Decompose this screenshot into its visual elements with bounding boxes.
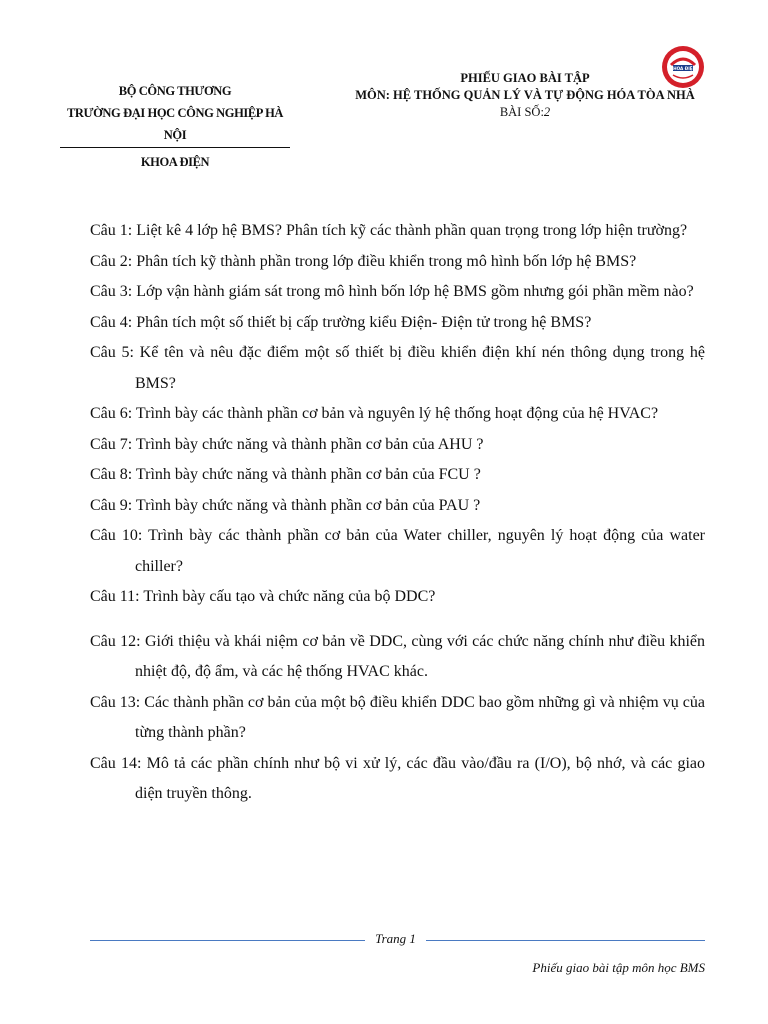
question-item: Câu 11: Trình bày cấu tạo và chức năng của bộ DDC? [90,588,436,605]
subject-title: MÔN: HỆ THỐNG QUẢN LÝ VÀ TỰ ĐỘNG HÓA TÒA NHÀ [355,88,695,102]
faculty-name: KHOA ĐIỆN [140,155,210,169]
document-title: PHIẾU GIAO BÀI TẬP [460,71,590,85]
question-item: Câu 5: Kể tên và nêu đặc điểm một số thiết bị điều khiển điện khí nén thông dụng trong hệ BMS? [90,344,705,392]
question-item: Câu 1: Liệt kê 4 lớp hệ BMS? Phân tích kỹ các thành phần quan trọng trong lớp hiện trường? [90,222,688,239]
exercise-number-line [345,104,705,121]
exercise-label: BÀI SỐ: [499,105,544,119]
question-item: Câu 8: Trình bày chức năng và thành phần cơ bản của FCU ? [90,466,481,483]
question-list [90,216,705,810]
question-item: Câu 13: Các thành phần cơ bản của một bộ điều khiển DDC bao gồm những gì và nhiệm vụ của từng thành phần? [90,693,705,741]
question-item: Câu 10: Trình bày các thành phần cơ bản của Water chiller, nguyên lý hoạt động của water chiller? [90,527,705,575]
question-item: Câu 2: Phân tích kỹ thành phần trong lớp điều khiển trong mô hình bốn lớp hệ BMS? [90,252,637,270]
question-item: Câu 3: Lớp vận hành giám sát trong mô hình bốn lớp hệ BMS gồm nhưng gói phần mềm nào? [90,283,694,300]
page-number: Trang 1 [375,931,416,946]
university-name: TRƯỜNG ĐẠI HỌC CÔNG NGHIỆP HÀ NỘI [60,102,290,148]
question-item: Câu 4: Phân tích một số thiết bị cấp trường kiểu Điện- Điện tử trong hệ BMS? [90,313,592,331]
question-item: Câu 9: Trình bày chức năng và thành phần cơ bản của PAU ? [90,496,481,514]
question-item: Câu 7: Trình bày chức năng và thành phần cơ bản của AHU ? [90,435,484,453]
exercise-number: 2 [543,105,551,119]
faculty-logo [661,45,705,89]
question-item: Câu 12: Giới thiệu và khái niệm cơ bản về DDC, cùng với các chức năng chính như điều khiển nhiệt độ, độ ẩm, và các hệ thống HVAC khác. [90,632,705,680]
footer-divider-left [90,940,365,941]
ministry-name: BỘ CÔNG THƯƠNG [118,84,232,98]
question-item: Câu 6: Trình bày các thành phần cơ bản và nguyên lý hệ thống hoạt động của hệ HVAC? [90,405,659,422]
document-header [345,70,705,121]
question-item: Câu 14: Mô tả các phần chính như bộ vi xử lý, các đầu vào/đầu ra (I/O), bộ nhớ, và các giao diện truyền thông. [90,754,705,802]
svg-text:KHOA ĐIỆN: KHOA ĐIỆN [669,66,697,71]
footer-note: Phiếu giao bài tập môn học BMS [532,960,705,975]
footer-divider-right [426,940,705,941]
institution-header [60,80,290,173]
